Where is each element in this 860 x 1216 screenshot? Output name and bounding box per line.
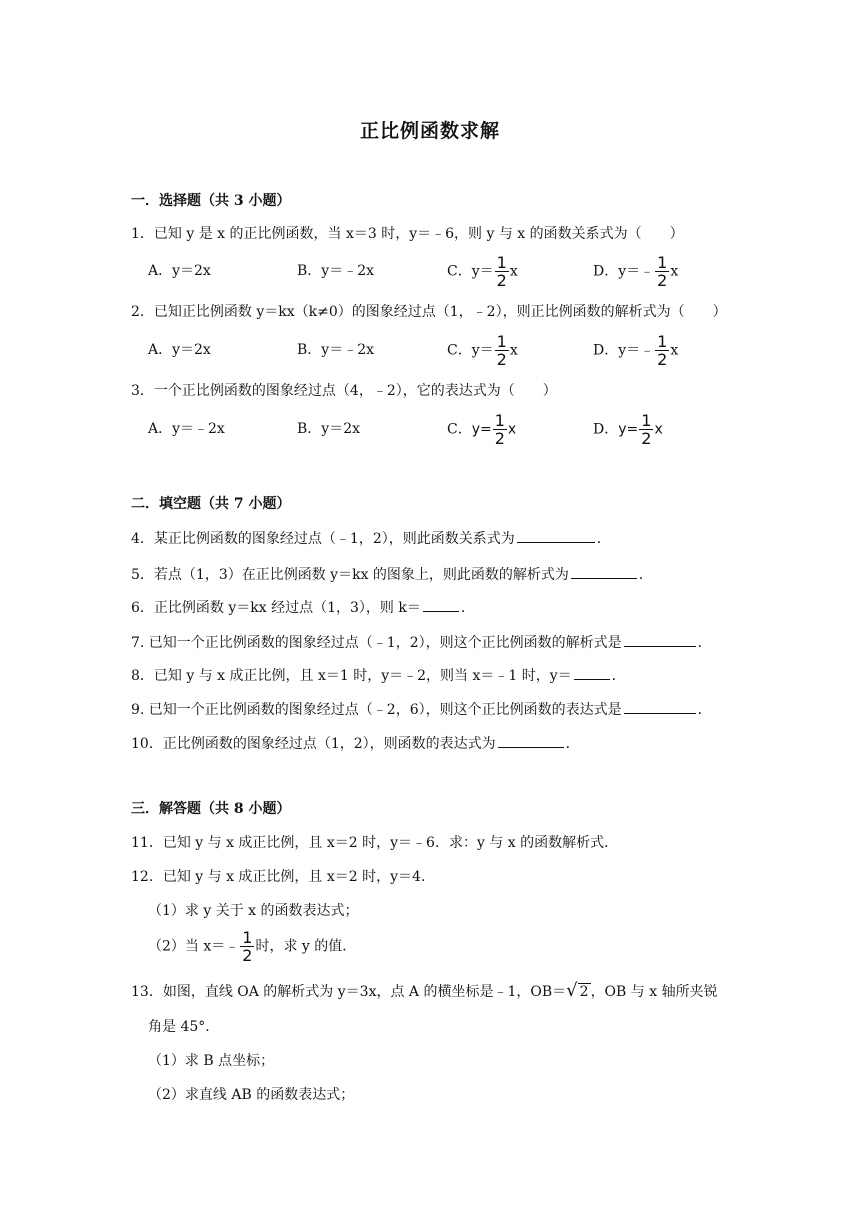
- answer-blank: [571, 564, 637, 579]
- question-12-part-2: （2）当 x＝﹣ $\frac{1}{2}$ 时，求 y 的值．: [148, 928, 357, 965]
- question-6: 6．正比例函数 y＝kx 经过点（1，3），则 k＝ ．: [131, 597, 475, 618]
- fraction: $\frac{1}{2}$: [641, 411, 652, 448]
- question-13-part-2: （2）求直线 AB 的函数表达式；: [148, 1087, 355, 1103]
- question-9: 9. 已知一个正比例函数的图象经过点（﹣2，6），则这个正比例函数的表达式是 ．: [131, 699, 712, 720]
- question-4: 4．某正比例函数的图象经过点（﹣1，2），则此函数关系式为 ．: [131, 528, 611, 549]
- fraction: $\frac{1}{2}$: [657, 253, 668, 290]
- question-1-option-d: D．y＝﹣ $\frac{1}{2}$ x: [593, 253, 679, 290]
- answer-blank: [624, 699, 696, 714]
- answer-blank: [498, 733, 564, 748]
- question-7: 7. 已知一个正比例函数的图象经过点（﹣1，2），则这个正比例函数的解析式是 ．: [131, 632, 712, 653]
- square-root: √ 2: [566, 980, 589, 1001]
- question-12-stem: 12．已知 y 与 x 成正比例，且 x＝2 时，y＝4．: [131, 869, 435, 885]
- question-5: 5．若点（1，3）在正比例函数 y＝kx 的图象上，则此函数的解析式为 ．: [131, 564, 653, 585]
- answer-blank: [574, 665, 610, 680]
- question-2-option-c: C．y＝ $\frac{1}{2}$ x: [447, 332, 518, 369]
- fraction: $\frac{1}{2}$: [496, 332, 507, 369]
- question-3-option-c: C．y= $\frac{1}{2}$ x: [447, 411, 517, 448]
- question-1-option-a: A．y＝2x: [148, 263, 211, 279]
- answer-blank: [423, 597, 459, 612]
- fraction: $\frac{1}{2}$: [657, 332, 668, 369]
- question-12-part-1: （1）求 y 关于 x 的函数表达式；: [148, 903, 359, 919]
- question-2-option-d: D．y＝﹣ $\frac{1}{2}$ x: [593, 332, 679, 369]
- question-1-option-c: C．y＝ $\frac{1}{2}$ x: [447, 253, 518, 290]
- question-3-option-b: B．y＝2x: [297, 421, 360, 437]
- answer-blank: [624, 632, 696, 647]
- question-3-option-d: D．y= $\frac{1}{2}$ x: [593, 411, 663, 448]
- section-heading-fill-in: 二．填空题（共 7 小题）: [131, 496, 291, 512]
- question-13-part-1: （1）求 B 点坐标；: [148, 1053, 275, 1069]
- question-2-option-a: A．y＝2x: [148, 342, 211, 358]
- answer-blank: [517, 528, 595, 543]
- question-3-stem: 3．一个正比例函数的图象经过点（4，﹣2），它的表达式为（ ）: [131, 383, 557, 399]
- fraction: $\frac{1}{2}$: [494, 411, 505, 448]
- section-heading-choice: 一．选择题（共 3 小题）: [131, 193, 291, 209]
- question-10: 10．正比例函数的图象经过点（1，2），则函数的表达式为 ．: [131, 733, 580, 754]
- fraction: $\frac{1}{2}$: [496, 253, 507, 290]
- question-8: 8．已知 y 与 x 成正比例，且 x＝1 时，y＝﹣2，则当 x＝﹣1 时，y＝ ．: [131, 665, 626, 686]
- question-2-option-b: B．y＝﹣2x: [297, 342, 374, 358]
- page-title: 正比例函数求解: [359, 120, 500, 142]
- question-2-stem: 2．已知正比例函数 y＝kx（k≠0）的图象经过点（1，﹣2），则正比例函数的解析式为（ ）: [131, 304, 727, 320]
- question-1-option-b: B．y＝﹣2x: [297, 263, 374, 279]
- section-heading-solutions: 三．解答题（共 8 小题）: [131, 801, 291, 817]
- question-13-stem-continued: 角是 45°．: [148, 1019, 220, 1035]
- question-11: 11．已知 y 与 x 成正比例，且 x＝2 时，y＝﹣6．求：y 与 x 的函数解析式．: [131, 835, 619, 851]
- question-13-stem: 13．如图，直线 OA 的解析式为 y＝3x，点 A 的横坐标是﹣1，OB＝ √ 2 ，OB 与 x 轴所夹锐: [131, 980, 718, 1001]
- fraction: $\frac{1}{2}$: [242, 928, 253, 965]
- question-1-stem: 1．已知 y 是 x 的正比例函数，当 x＝3 时，y＝﹣6，则 y 与 x 的函数关系式为（ ）: [131, 226, 684, 242]
- question-3-option-a: A．y＝﹣2x: [148, 421, 225, 437]
